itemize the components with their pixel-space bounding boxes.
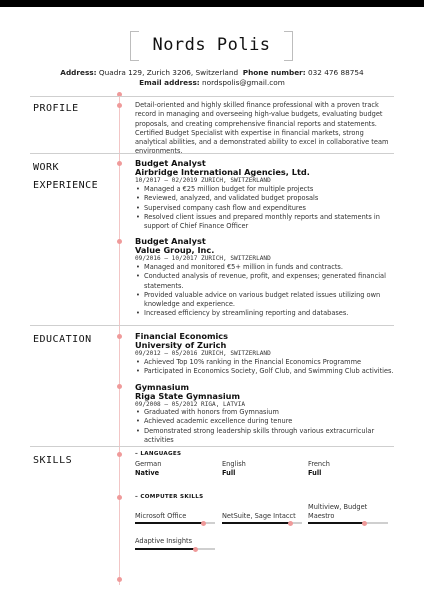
skill-name: Multiview, Budget Maestro: [308, 503, 368, 520]
skill-bar-fill: [135, 522, 203, 524]
skill-bar-netsuite: [222, 522, 302, 524]
edu-1-bullet: • Participated in Economics Society, Golf Club, and Swimming Club activities.: [135, 367, 397, 376]
job-1-bullet: • Resolved client issues and prepared monthly reports and statements in support of Chief Finance Officer: [135, 213, 397, 232]
job-2-bullet: • Increased efficiency by streamlining reporting and databases.: [135, 309, 397, 318]
languages-label: – LANGUAGES: [135, 451, 182, 457]
timeline-dot-bottom: [117, 577, 122, 582]
language-name: French: [308, 460, 330, 468]
job-1-dot: [117, 161, 122, 166]
skill-bar-multiview: [308, 522, 388, 524]
job-2-title: Budget Analyst: [135, 236, 206, 246]
edu-2-bullet: • Graduated with honors from Gymnasium: [135, 408, 397, 417]
skill-bar-fill: [135, 548, 195, 550]
email-value: nordspolis@gmail.com: [202, 78, 285, 87]
phone-value: 032 476 88754: [307, 68, 364, 77]
job-1-title: Budget Analyst: [135, 158, 206, 168]
language-name: German: [135, 460, 162, 468]
contact-line-1: [0, 68, 424, 77]
edu-2-bullet: • Demonstrated strong leadership skills through various extracurricular activities: [135, 427, 397, 446]
language-level: Full: [222, 469, 236, 477]
edu-2-bullet: • Achieved academic excellence during tenure: [135, 417, 397, 426]
edu-1-meta: 09/2012 – 05/2016 ZURICH, SWITZERLAND: [135, 350, 271, 357]
skill-bar-marker: [362, 521, 367, 526]
skill-name: Microsoft Office: [135, 512, 187, 520]
timeline-line: [119, 95, 120, 585]
edu-2-dot: [117, 384, 122, 389]
computer-label: – COMPUTER SKILLS: [135, 494, 204, 500]
rule-profile: [30, 96, 394, 97]
language-name: English: [222, 460, 246, 468]
job-1-bullet: • Managed a €25 million budget for multiple projects: [135, 185, 397, 194]
job-1-bullet: • Reviewed, analyzed, and validated budget proposals: [135, 194, 397, 203]
language-french: [308, 460, 330, 478]
job-2-org: Value Group, Inc.: [135, 245, 215, 255]
experience-heading-line2: EXPERIENCE: [33, 180, 99, 191]
skills-heading: SKILLS: [33, 455, 73, 466]
job-2-bullet: • Conducted analysis of revenue, profit, and expenses; generated financial statements.: [135, 272, 397, 291]
skill-bar-fill: [222, 522, 290, 524]
edu-2-org: Riga State Gymnasium: [135, 391, 240, 401]
edu-1-bullet: • Achieved Top 10% ranking in the Financial Economics Programme: [135, 358, 397, 367]
skill-bar-adaptive-insights: [135, 548, 215, 550]
skill-bar-microsoft-office: [135, 522, 215, 524]
job-2-meta: 09/2016 – 10/2017 ZURICH, SWITZERLAND: [135, 255, 271, 262]
edu-2-meta: 09/2008 – 05/2012 RIGA, LATVIA: [135, 401, 246, 408]
rule-education: [30, 325, 394, 326]
edu-1-dot: [117, 334, 122, 339]
profile-dot: [117, 103, 122, 108]
profile-text: Detail-oriented and highly skilled finance professional with a proven track record in managing and overseeing high-value budgets, evaluating budget proposals, and creating comprehensive financial reports and statements. Certified Budget Specialist with expertise in financial markets, strong analytical abilities, and a demonstrated ability to excel in collaborative team environments.: [135, 101, 389, 156]
skill-name: NetSuite, Sage Intacct: [222, 512, 296, 520]
language-english: [222, 460, 246, 478]
job-2-bullet: • Managed and monitored €5+ million in funds and contracts.: [135, 263, 397, 272]
education-heading: EDUCATION: [33, 334, 92, 345]
edu-1-title: Financial Economics: [135, 331, 229, 341]
skill-bar-fill: [308, 522, 364, 524]
job-1-meta: 10/2017 – 02/2019 ZURICH, SWITZERLAND: [135, 177, 271, 184]
skill-bar-marker: [288, 521, 293, 526]
edu-2-title: Gymnasium: [135, 382, 189, 392]
profile-heading: PROFILE: [33, 103, 79, 114]
name-frame: [130, 31, 293, 59]
experience-heading-line1: WORK: [33, 162, 60, 173]
address-label: Address:: [60, 68, 97, 77]
language-german: [135, 460, 161, 478]
email-label: Email address:: [139, 78, 200, 87]
address-value: Quadra 129, Zurich 3206, Switzerland: [98, 68, 239, 77]
computer-dot: [117, 495, 122, 500]
job-2-dot: [117, 239, 122, 244]
top-bar: [0, 0, 424, 7]
edu-1-org: University of Zurich: [135, 340, 227, 350]
job-1-bullets: [135, 185, 397, 231]
edu-2-bullets: [135, 408, 397, 445]
language-level: Full: [308, 469, 322, 477]
job-2-bullets: [135, 263, 397, 319]
rule-skills: [30, 446, 394, 447]
languages-dot: [117, 452, 122, 457]
contact-line-2: [0, 78, 424, 87]
edu-1-bullets: [135, 358, 397, 377]
skill-name: Adaptive Insights: [135, 537, 193, 545]
skill-bar-marker: [193, 547, 198, 552]
candidate-name: Nords Polis: [152, 35, 271, 55]
language-level: Native: [135, 469, 160, 477]
skill-bar-marker: [201, 521, 206, 526]
job-1-org: Airbridge International Agencies, Ltd.: [135, 167, 310, 177]
job-2-bullet: • Provided valuable advice on various budget related issues utilizing own knowledge and experience.: [135, 291, 397, 310]
job-1-bullet: • Supervised company cash flow and expenditures: [135, 204, 397, 213]
phone-label: Phone number:: [242, 68, 306, 77]
